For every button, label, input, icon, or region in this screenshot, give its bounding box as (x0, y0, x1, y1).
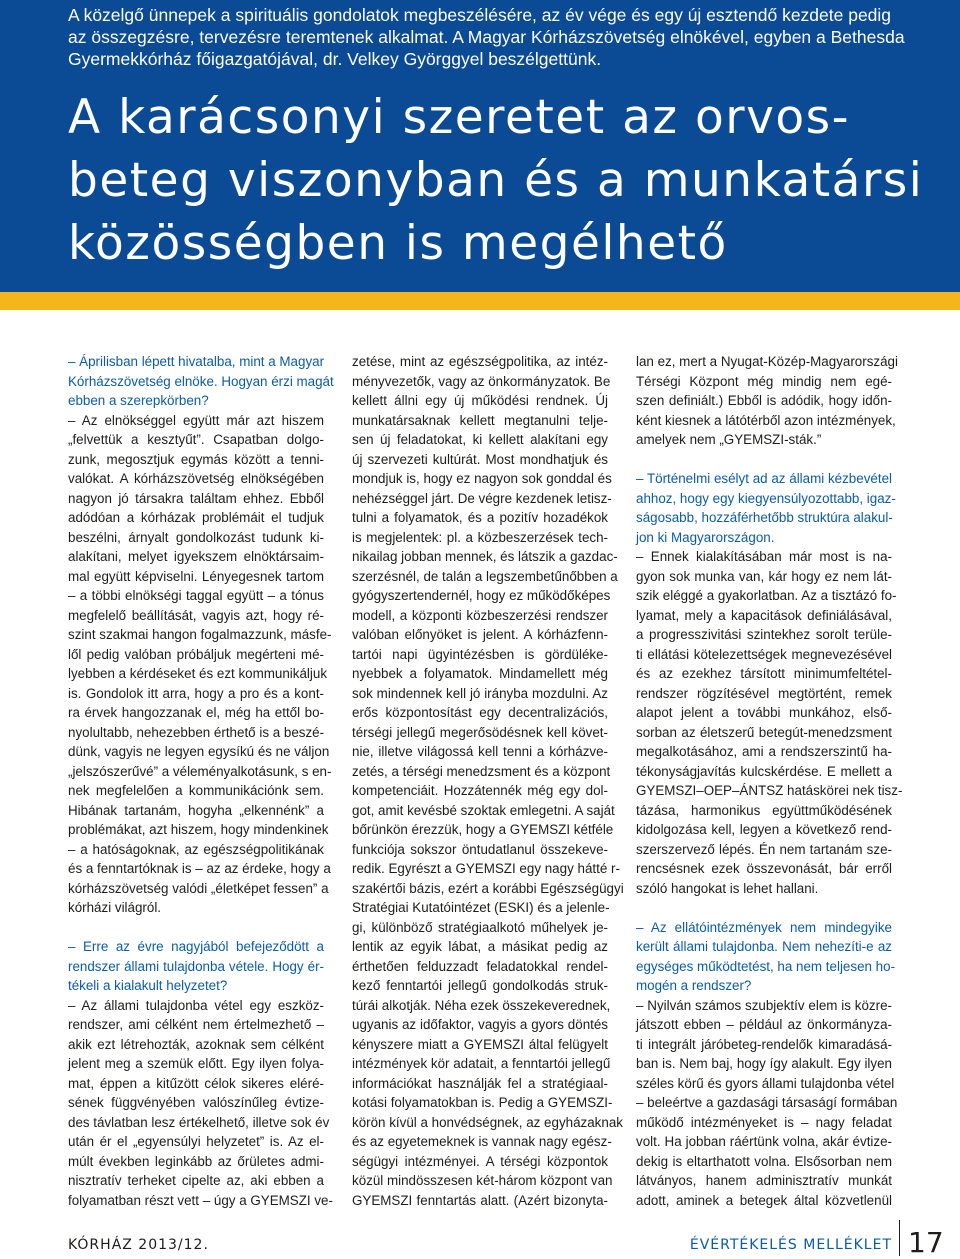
answer-line: nie, illetve világossá kell tenni a kórházve- (352, 744, 608, 759)
answer-line: nek megfelelően a kommunikációnk sem. (68, 783, 324, 798)
answer-line: volt. Ha jobban ráértünk volna, akár évtize- (636, 1134, 892, 1149)
answer-line: szerzésnél, de talán a legszembetűnőbben a (352, 568, 618, 584)
question-line: került állami tulajdonba. Nem nehezíti-e az (636, 939, 892, 954)
paragraph-gap (636, 898, 892, 918)
question-line: – Történelmi esélyt ad az állami kézbevétel (636, 471, 892, 486)
answer-line: és az ezekhez társított minimumfeltétel- (636, 666, 892, 681)
answer-line: kellett állni egy új működési rendnek. Új (352, 393, 608, 408)
answer-line: lan ez, mert a Nyugat-Közép-Magyarországi (636, 354, 898, 369)
paragraph-gap (68, 918, 324, 938)
answer-line: nehézséggel járt. De végre kezdenek letisz- (352, 490, 612, 506)
intro-text: A közelgő ünnepek a spirituális gondolatok megbeszélésére, az év vége és egy új esztendő kezdete pedig az összegzésre, tervezésre teremtenek alkalmat. A Magyar Kórházszövetség elnökével, egyben a Bethesda Gyermekkórház főigazgatójával, dr. Velkey Györggyel beszélgettünk. (68, 5, 905, 69)
answer-line: gyógyszertendernél, hogy ez működőképes (352, 588, 611, 603)
answer-line: valóban előnyöket is jelent. A kórházfenn- (352, 627, 608, 642)
answer-line: megalkotásához, ami a rendszerszintű ha- (636, 744, 892, 759)
answer-line: nikailag jobban mennek, és látszik a gazdac- (352, 549, 618, 564)
answer-line: és az egyetemeknek is vannak nagy egész- (352, 1134, 612, 1149)
answer-line: adódóan a kórházak problémáit el tudjuk (68, 510, 324, 525)
answer-line: bőrünkön érezzük, hogy a GYEMSZI kétféle (352, 822, 614, 837)
paragraph-gap (636, 450, 892, 470)
answer-line: ra érvek hangozzanak el, még ha ettől bo- (68, 705, 324, 720)
question-line: ságosabb, hozzáférhetőbb struktúra alakul- (636, 510, 893, 525)
answer-line: térségi jellegű megerősödésnek kell követ- (352, 724, 608, 740)
answer-line: jelent meg a szemük előtt. Egy ilyen folya- (68, 1056, 324, 1071)
answer-line: szik eléggé a gyakorlatban. Az a tisztázó fo- (636, 588, 897, 603)
answer-line: kompetenciáit. Hozzátennék még egy dol- (352, 783, 608, 798)
answer-line: amelyek nem „GYEMSZI-sták.” (636, 432, 822, 447)
question-line: jon ki Magyarországon. (636, 529, 775, 545)
header-banner (0, 0, 960, 292)
answer-line: látványos, hanem adminisztratív munkát (636, 1173, 892, 1188)
answer-line: lyamat, mely a kapacitások definiálásával, (636, 607, 892, 623)
answer-line: lentik az egyik lábat, a másikat pedig az (352, 939, 608, 954)
answer-line: széles körű és gyors állami tulajdonba vétel (636, 1075, 895, 1091)
answer-line: kórházszövetség valódi „életképet fessen” a (68, 880, 329, 896)
answer-line: ban is. Nem baj, hogy így alakult. Egy ilyen (636, 1056, 892, 1071)
answer-line: szint szakmai hangon fogalmazzunk, másfe- (68, 627, 332, 642)
answer-line: lől pedig valóban próbáljuk megérteni mé- (68, 646, 324, 662)
answer-line: dünk, vagyis ne legyen egysíkú és ne váljon (68, 744, 330, 759)
answer-line: tartói napi ügyintézésben is gördüléke- (352, 646, 608, 662)
answer-line: megfelelő beállítását, vagyis azt, hogy ré- (68, 607, 324, 623)
answer-line: redik. Egyrészt a GYEMSZI egy nagy hátté r- (352, 861, 620, 876)
answer-line: mal együtt képviselni. Lényegesnek tartom (68, 568, 324, 584)
text-column-2 (352, 352, 624, 1210)
answer-line: múlt években leginkább az őrületes admi- (68, 1153, 324, 1169)
question-line: – Erre az évre nagyjából befejeződött a (68, 939, 324, 954)
answer-line: nagyon jó társakra találtam ehhez. Ebből (68, 490, 324, 506)
answer-line: szakértői bázis, ezért a korábbi Egészségügyi (352, 880, 624, 896)
question-line: ahhoz, hogy egy kiegyensúlyozottabb, igaz- (636, 490, 896, 506)
answer-line: szen definiált.) Ebből is adódik, hogy időn- (636, 393, 892, 408)
answer-line: erős központosítást egy decentralizációs, (352, 705, 608, 720)
answer-line: sorban az életszerű betegút-menedzsment (636, 724, 892, 740)
question-line: egységes működtetést, ha nem teljesen ho- (636, 958, 896, 974)
text-column-1 (68, 352, 334, 1210)
answer-line: gi, különböző stratégiaalkotó műhelyek je- (352, 919, 608, 935)
answer-line: ugyanis az időfaktor, vagyis a gyors döntés (352, 1017, 608, 1032)
answer-line: tulni a folyamatok, és a pozitív hozadékok (352, 510, 608, 525)
answer-line: mat, éppen a kitűzött célok sikeres eléré- (68, 1075, 324, 1091)
answer-line: szóló hangokat is lehet hallani. (636, 880, 819, 896)
answer-line: lyebben a kérdéseket és ezt kommunikáljuk (68, 666, 328, 681)
article-title (68, 86, 928, 275)
answer-line: működő intézményeket is – nagy feladat (636, 1114, 892, 1130)
answer-line: játszott ebben – például az önkormányza- (636, 1017, 892, 1032)
answer-line: tékonyságjavítás kulcskérdése. E mellett a (636, 763, 892, 779)
answer-line: – Az állami tulajdonba vétel egy eszköz- (68, 997, 324, 1013)
answer-line: des távlatban lesz értékelhető, illetve sok év (68, 1114, 330, 1130)
answer-line: – Ennek kialakításában már most is na- (636, 549, 892, 564)
answer-line: érthetően felduzzadt feladatokkal rendel- (352, 958, 608, 974)
answer-line: GYEMSZI fenntartás alatt. (Azért bizonyta- (352, 1192, 608, 1208)
answer-line: folyamatban részt vett – úgy a GYEMSZI ve- (68, 1192, 333, 1208)
text-column-3 (636, 352, 903, 1210)
answer-line: ti integrált járóbeteg-rendelők kimaradásá- (636, 1036, 892, 1052)
answer-line: – Az elnökséggel együtt már azt hiszem (68, 412, 324, 428)
question-line: – Áprilisban lépett hivatalba, mint a Magyar (68, 354, 325, 369)
answer-line: alakítani, melyet igyekszem elnöktársaim- (68, 549, 324, 564)
answer-line: sok mindennek kell jó irányba mozdulni. Az (352, 685, 608, 701)
accent-bar (0, 292, 960, 310)
question-line: rendszer állami tulajdonba vétele. Hogy ér- (68, 958, 324, 974)
answer-line: problémákat, azt hiszem, hogy mindenkinek (68, 822, 329, 837)
answer-line: után ér el „egyensúlyi helyzetet” is. Az el- (68, 1134, 324, 1149)
answer-line: kező fenntartói jellegű gondolkodás struk- (352, 978, 608, 993)
answer-line: Hibának tartanám, hogyha „elkennénk” a (68, 802, 324, 818)
answer-line: dekig is eltarthatott volna. Elsősorban nem (636, 1153, 892, 1169)
answer-line: és a fenntartóknak is – az az érdeke, hogy a (68, 861, 331, 876)
answer-line: – a hatóságoknak, az egészségpolitikának (68, 841, 324, 857)
answer-line: közül mindösszesen két-három központ van (352, 1173, 613, 1188)
answer-line: kórházi világról. (68, 900, 162, 915)
answer-line: kidolgozása kell, legyen a következő rend- (636, 822, 892, 837)
answer-line: nyebbek a folyamatok. Mindamellett még (352, 666, 608, 681)
title-line: beteg viszonyban és a munkatársi (68, 153, 924, 208)
answer-line: „felvettük a kesztyűt”. Csapatban dolgo- (68, 432, 324, 447)
answer-line: ségügyi intézményei. A térségi központok (352, 1153, 608, 1169)
answer-line: mondjuk is, hogy ez nagyon sok gonddal és (352, 471, 612, 486)
answer-line: ti ellátási kötelezettségek megnevezésével (636, 646, 892, 662)
answer-line: beszélni, árnyalt gondolkozást tudunk ki- (68, 529, 324, 545)
question-line: tékeli a kialakult helyzetet? (68, 978, 228, 993)
answer-line: gyon sok munka van, kár hogy ez nem lát- (636, 568, 892, 584)
answer-line: funkciója sokszor öntudatlanul összekeve- (352, 841, 608, 857)
answer-line: rendszer, ami célként nem értelmezhető – (68, 1017, 324, 1032)
question-line: – Az ellátóintézmények nem mindegyike (636, 919, 892, 935)
answer-line: Stratégiai Kutatóintézet (ESKI) és a jelenle- (352, 900, 610, 915)
answer-line: információkat használják fel a stratégiaal- (352, 1075, 608, 1091)
answer-line: alapot jelent a további munkához, első- (636, 705, 892, 720)
answer-line: got, amit kevésbé szoktak emlegetni. A saját (352, 802, 615, 818)
answer-line: körön kívül a honvédségnek, az egyházaknak (352, 1114, 623, 1130)
answer-line: szerszervező lépés. Én nem tartanám sze- (636, 841, 892, 857)
answer-line: munkatársaknak kellett megtanulni telje- (352, 412, 608, 428)
answer-line: nyolultabb, nehezebben érthető is a beszé- (68, 724, 325, 740)
answer-line: kényszere miatt a GYEMSZI által felügyelt (352, 1036, 608, 1052)
answer-line: tázása, harmonikus együttműködésének (636, 802, 892, 818)
answer-line: zetés, a térségi menedzsment és a központ (352, 763, 611, 779)
answer-line: valókat. A kórházszövetség elnökségében (68, 471, 324, 486)
answer-line: is megjelentek: pl. a közbeszerzések tech- (352, 529, 608, 545)
answer-line: sen új feladatokat, ki kellett alakítani egy (352, 432, 608, 447)
answer-line: ként kiesnek a látótérből azon intézmények, (636, 412, 896, 428)
answer-line: kotási folyamatokban is. Pedig a GYEMSZI- (352, 1095, 613, 1110)
footer-divider (899, 1220, 900, 1256)
footer-publication: KÓRHÁZ 2013/12. (68, 1237, 209, 1253)
title-line: közösségben is megélhető (68, 216, 728, 271)
answer-line: Térségi Központ még mindig nem egé- (636, 373, 892, 389)
title-line: A karácsonyi szeretet az orvos- (68, 90, 851, 145)
answer-line: a progresszivitási szintekhez sorolt terüle- (636, 627, 892, 642)
answer-line: zunk, megosztjuk egymás között a tenni- (68, 451, 324, 467)
page-number: 17 (908, 1226, 944, 1259)
answer-line: – Nyilván számos szubjektív elem is közre- (636, 997, 892, 1013)
question-line: mogén a rendszer? (636, 978, 752, 993)
answer-line: rencsésnek ezek összevonását, bár erről (636, 861, 892, 876)
answer-line: nisztratív terheket cipelte az, aki ebben a (68, 1173, 324, 1188)
footer-section: ÉVÉRTÉKELÉS MELLÉKLET (689, 1237, 892, 1253)
answer-line: zetése, mint az egészségpolitika, az intéz- (352, 354, 608, 369)
question-line: ebben a szerepkörben? (68, 393, 209, 408)
answer-line: új szervezeti kultúrát. Most mondhatjuk és (352, 451, 608, 467)
answer-line: intézmények kör adatait, a fenntartói jellegű (352, 1056, 611, 1071)
question-line: Kórházszövetség elnöke. Hogyan érzi magát (68, 373, 334, 389)
answer-line: sének függvényében valószínűleg évtize- (68, 1095, 324, 1110)
answer-line: akik ezt létrehozták, azoknak sem célként (68, 1036, 324, 1052)
answer-line: – a többi elnökségi taggal együtt – a tónus (68, 588, 324, 603)
answer-line: modell, a központi közbeszerzési rendszer (352, 607, 608, 623)
answer-line: túrái alkotják. Néha ezek összekeverednek, (352, 997, 611, 1013)
answer-line: „jelszószerűvé” a véleményalkotásunk, s en- (68, 763, 332, 779)
answer-line: adott, aminek a betegek által közvetlenül (636, 1192, 892, 1208)
answer-line: GYEMSZI–OEP–ÁNTSZ hatáskörei nek tisz- (636, 783, 903, 798)
answer-line: rendszer rögzítésével megtörtént, remek (636, 685, 892, 701)
answer-line: is. Gondolok itt arra, hogy a pro és a kont- (68, 685, 324, 701)
answer-line: – beleértve a gazdasági társaságí formában (636, 1095, 898, 1110)
answer-line: ményvezetők, vagy az önkormányzatok. Be (352, 373, 611, 389)
